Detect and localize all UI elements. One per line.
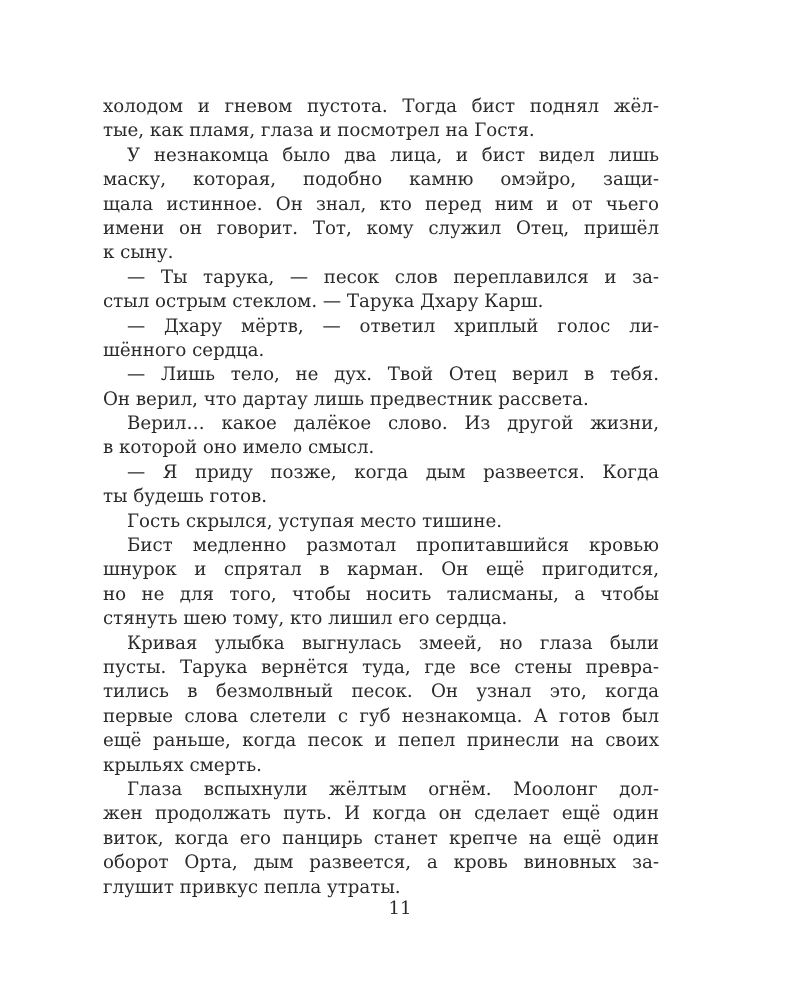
text-line: тые, как пламя, глаза и посмотрел на Гостя. (103, 120, 535, 142)
text-line: жен продолжать путь. И когда он сделает ещё один (103, 803, 659, 825)
text-line: в которой оно имело смысл. (103, 437, 375, 459)
text-line: виток, когда его панцирь станет крепче на ещё один (103, 827, 659, 849)
text-line: но не для того, чтобы носить талисманы, а чтобы (103, 583, 659, 605)
text-line: глушит привкус пепла утраты. (103, 876, 401, 898)
text-line: Кривая улыбка выгнулась змеей, но глаза были (127, 632, 659, 654)
text-line: — Я приду позже, когда дым развеется. Когда (127, 461, 659, 483)
text-line: Бист медленно размотал пропитавшийся кровью (127, 535, 659, 557)
text-line: ещё раньше, когда песок и пепел принесли на своих (103, 730, 659, 752)
text-line: крыльях смерть. (103, 754, 262, 776)
text-line: Глаза вспыхнули жёлтым огнём. Моолонг дол- (127, 778, 659, 800)
text-line: первые слова слетели с губ незнакомца. А готов был (103, 705, 659, 727)
text-line: Гость скрылся, уступая место тишине. (127, 510, 503, 532)
text-line: имени он говорит. Тот, кому служил Отец, пришёл (103, 217, 659, 239)
text-line: шнурок и спрятал в карман. Он ещё пригодится, (103, 559, 659, 581)
text-line: пусты. Тарука вернётся туда, где все стены превра- (103, 656, 659, 678)
text-line: ты будешь готов. (103, 486, 268, 508)
text-line: оборот Орта, дым развеется, а кровь виновных за- (103, 852, 659, 874)
text-line: тились в безмолвный песок. Он узнал это, когда (103, 681, 659, 703)
text-line: маску, которая, подобно камню омэйро, защи- (103, 169, 659, 191)
text-line: У незнакомца было два лица, и бист видел лишь (127, 144, 659, 166)
text-line: к сыну. (103, 242, 174, 264)
text-line: щала истинное. Он знал, кто перед ним и от чьего (103, 193, 659, 215)
text-line: стянуть шею тому, кто лишил его сердца. (103, 608, 508, 630)
text-line: — Ты тарука, — песок слов переплавился и за- (127, 266, 659, 288)
text-line: шённого сердца. (103, 339, 265, 361)
text-line: Верил… какое далёкое слово. Из другой жизни, (127, 413, 659, 435)
text-line: — Лишь тело, не дух. Твой Отец верил в тебя. (127, 364, 659, 386)
page-number: 11 (388, 898, 412, 919)
text-line: холодом и гневом пустота. Тогда бист поднял жёл- (103, 96, 659, 117)
text-line: стыл острым стеклом. — Тарука Дхару Карш. (103, 291, 544, 313)
text-line: — Дхару мёртв, — ответил хриплый голос ли- (127, 315, 659, 337)
book-page-text (103, 95, 659, 900)
text-line: Он верил, что дартау лишь предвестник рассвета. (103, 388, 589, 410)
